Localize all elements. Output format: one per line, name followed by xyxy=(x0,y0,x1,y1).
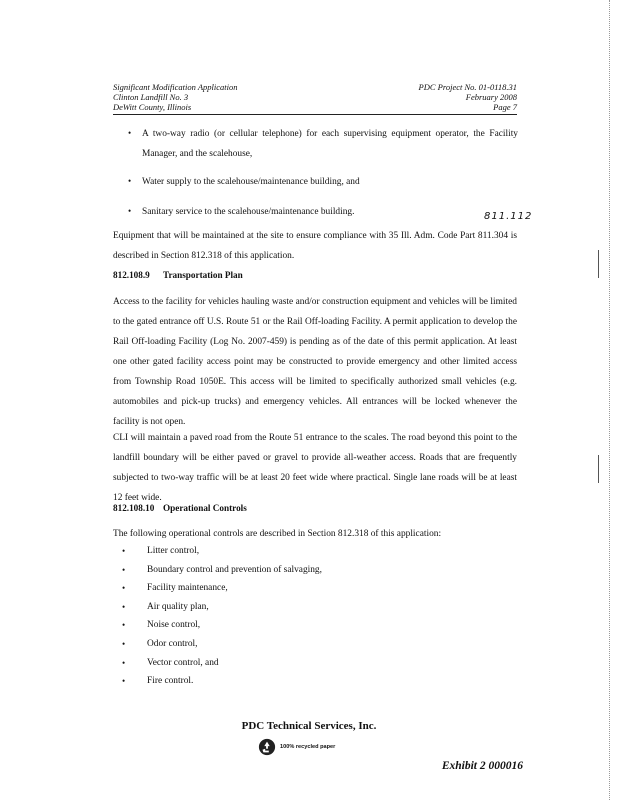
section-heading-operational xyxy=(113,503,247,513)
transportation-paragraph-1: Access to the facility for vehicles hauling waste and/or construction equipment and vehicles will be limited to the gated entrance off U.S. Route 51 or the Rail Off-loading Facility. A permit application to develop the Rail Off-loading Facility (Log No. 2007-459) is pending as of the date of this permit application. At least one other gated facility access point may be constructed to provide emergency and other limited access from Township Road 1050E. This access will be limited to specifically authorized small vehicles (e.g. automobiles and pick-up trucks) and emergency vehicles. All entrances will be locked whenever the facility is not open. xyxy=(113,297,517,427)
list-item xyxy=(122,542,322,561)
list-item-text: Facility maintenance, xyxy=(147,583,228,594)
section-title: Transportation Plan xyxy=(163,270,243,280)
bullet-glyph: • xyxy=(122,564,126,575)
list-item-text: Noise control, xyxy=(147,620,201,631)
header-rule xyxy=(113,114,517,115)
bullet-glyph: • xyxy=(122,620,126,631)
list-item-text: Air quality plan, xyxy=(147,601,209,612)
bullet-glyph: • xyxy=(128,128,132,138)
list-item xyxy=(122,579,322,598)
page-edge-line xyxy=(609,0,610,800)
recycled-paper-label: 100% recycled paper xyxy=(280,744,336,750)
bullet-glyph: • xyxy=(122,657,126,668)
header-date: February 2008 xyxy=(465,92,517,102)
header-landfill-name: Clinton Landfill No. 3 xyxy=(113,92,189,102)
bullet-water-supply: Water supply to the scalehouse/maintenance building, and xyxy=(142,177,360,187)
margin-mark xyxy=(598,455,599,483)
bullet-sanitary-service: Sanitary service to the scalehouse/maintenance building. xyxy=(142,207,355,217)
transportation-paragraph-2: CLI will maintain a paved road from the Route 51 entrance to the scales. The road beyond this point to the landfill boundary will be either paved or gravel to provide all-weather access. Roads that are frequently subjected to two-way traffic will be at least 20 feet wide where practical. Single lane roads will be at least 12 feet wide. xyxy=(113,433,517,503)
header-project-title: Significant Modification Application xyxy=(113,82,238,92)
margin-mark xyxy=(598,250,599,278)
footer-company-name: PDC Technical Services, Inc. xyxy=(241,720,377,732)
header-page-number: Page 7 xyxy=(493,102,517,112)
bullet-glyph: • xyxy=(128,206,132,216)
equipment-paragraph: Equipment that will be maintained at the site to ensure compliance with 35 Ill. Adm. Code Part 811.304 is described in Section 812.318 of this application. xyxy=(113,231,517,261)
list-item-text: Litter control, xyxy=(147,546,200,556)
bullet-glyph: • xyxy=(122,676,126,687)
bullet-glyph: • xyxy=(122,601,126,612)
bullet-glyph: • xyxy=(122,583,126,594)
section-title: Operational Controls xyxy=(163,503,247,513)
recycled-paper-mark xyxy=(258,738,335,756)
section-number: 812.108.10 xyxy=(113,503,155,513)
list-item-text: Boundary control and prevention of salvaging, xyxy=(147,564,322,575)
operational-intro: The following operational controls are described in Section 812.318 of this application: xyxy=(113,529,442,539)
bullet-glyph: • xyxy=(122,546,126,556)
list-item xyxy=(122,635,322,654)
bullet-glyph: • xyxy=(122,638,126,649)
list-item xyxy=(122,598,322,617)
list-item-text: Odor control, xyxy=(147,638,198,649)
list-item xyxy=(122,672,322,691)
bullet-radio: A two-way radio (or cellular telephone) for each supervising equipment operator, the Facility Manager, and the scalehouse, xyxy=(142,129,518,159)
list-item xyxy=(122,561,322,580)
list-item-text: Fire control. xyxy=(147,676,194,687)
header-right xyxy=(419,82,517,112)
header-project-number: PDC Project No. 01-0118.31 xyxy=(418,82,517,92)
section-number: 812.108.9 xyxy=(113,270,150,280)
header-left xyxy=(113,82,238,112)
list-item xyxy=(122,616,322,635)
recycle-icon xyxy=(258,738,276,756)
handwritten-annotation: 811.112 xyxy=(484,211,533,222)
list-item xyxy=(122,654,322,673)
list-item-text: Vector control, and xyxy=(147,657,219,668)
exhibit-stamp: Exhibit 2 000016 xyxy=(441,760,523,772)
header-county: DeWitt County, Illinois xyxy=(113,102,192,112)
bullet-glyph: • xyxy=(128,176,132,186)
section-heading-transportation xyxy=(113,270,243,280)
operational-controls-list xyxy=(122,542,322,691)
